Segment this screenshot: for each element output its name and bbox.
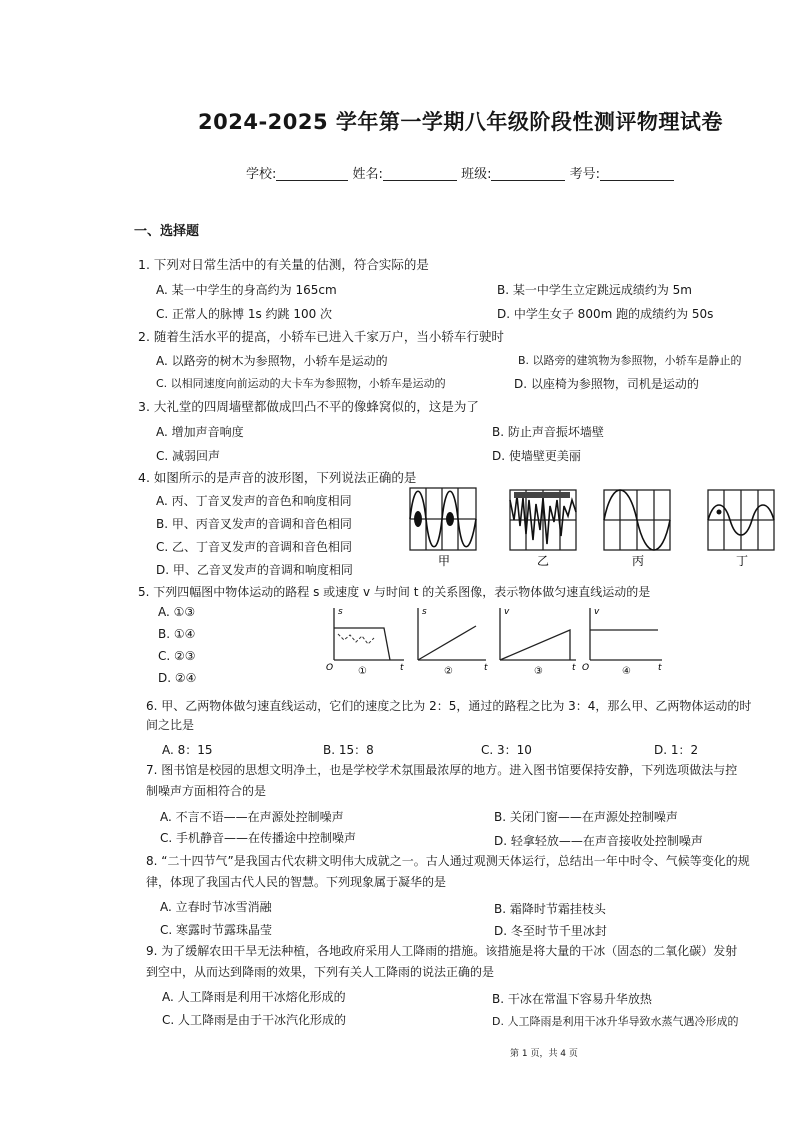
q9-option-d: D. 人工降雨是利用干冰升华导致水蒸气遇冷形成的 [492, 1015, 739, 1028]
info-line [246, 163, 674, 182]
graph-4-number: ④ [622, 666, 631, 677]
graph-2-number: ② [444, 666, 453, 677]
graph-3 [500, 607, 576, 677]
q3-option-c: C. 减弱回声 [156, 449, 221, 463]
q1-option-b: B. 某一中学生立定跳远成绩约为 5m [497, 283, 693, 297]
q1-stem: 1. 下列对日常生活中的有关量的估测，符合实际的是 [138, 257, 429, 272]
q6-option-d: D. 1：2 [654, 743, 699, 757]
number-blank[interactable] [600, 168, 674, 181]
q8-stem-line2: 律，体现了我国古代人民的智慧。下列现象属于凝华的是 [146, 875, 447, 889]
waveform-ding [708, 490, 774, 550]
q4-option-a: A. 丙、丁音叉发声的音色和响度相同 [156, 494, 352, 508]
q2-option-a: A. 以路旁的树木为参照物，小轿车是运动的 [156, 354, 388, 368]
graph-2 [418, 607, 488, 677]
q3-stem: 3. 大礼堂的四周墙壁都做成凹凸不平的像蜂窝似的，这是为了 [138, 399, 479, 414]
motion-graphs [324, 604, 668, 678]
school-blank[interactable] [276, 168, 348, 181]
q5-option-b: B. ①④ [158, 627, 196, 641]
q9-option-c: C. 人工降雨是由于干冰汽化形成的 [162, 1013, 347, 1027]
graph-2-y-label: s [422, 607, 427, 617]
waveform-label-bing: 丙 [632, 554, 645, 568]
graph-1-y-label: s [338, 607, 343, 617]
waveform-label-yi: 乙 [537, 554, 550, 568]
q8-option-b: B. 霜降时节霜挂枝头 [494, 902, 606, 916]
q7-option-d: D. 轻拿轻放——在声音接收处控制噪声 [494, 834, 703, 848]
waveform-figure [406, 486, 786, 568]
class-label: 班级: [461, 167, 492, 182]
q7-option-a: A. 不言不语——在声源处控制噪声 [160, 810, 344, 824]
q3-option-a: A. 增加声音响度 [156, 425, 244, 439]
waveform-label-jia: 甲 [438, 554, 451, 568]
waveform-bing [604, 490, 670, 550]
q2-option-c: C. 以相同速度向前运动的大卡车为参照物，小轿车是运动的 [156, 377, 446, 390]
q1-option-d: D. 中学生女子 800m 跑的成绩约为 50s [497, 307, 714, 321]
q9-option-b: B. 干冰在常温下容易升华放热 [492, 992, 652, 1006]
q7-option-c: C. 手机静音——在传播途中控制噪声 [160, 831, 357, 845]
class-blank[interactable] [491, 168, 565, 181]
q3-option-d: D. 使墙壁更美丽 [492, 449, 581, 463]
q4-option-d: D. 甲、乙音叉发声的音调和响度相同 [156, 563, 353, 577]
q5-option-d: D. ②④ [158, 671, 197, 685]
waveform-yi [510, 490, 576, 550]
graph-1-origin: O [326, 663, 334, 673]
graph-4-y-label: v [594, 607, 600, 617]
q9-stem-line2: 到空中，从而达到降雨的效果，下列有关人工降雨的说法正确的是 [146, 965, 495, 979]
page-footer: 第 1 页，共 4 页 [510, 1049, 578, 1059]
q7-option-b: B. 关闭门窗——在声源处控制噪声 [494, 810, 678, 824]
q5-option-a: A. ①③ [158, 605, 196, 619]
waveform-jia [410, 488, 476, 550]
name-label: 姓名: [352, 167, 383, 182]
number-label: 考号: [569, 167, 600, 182]
graph-1-number: ① [358, 666, 367, 677]
graph-3-y-label: v [504, 607, 510, 617]
graph-3-x-label: t [572, 663, 576, 673]
graph-4-x-label: t [658, 663, 662, 673]
q9-option-a: A. 人工降雨是利用干冰熔化形成的 [162, 990, 346, 1004]
q5-option-c: C. ②③ [158, 649, 196, 663]
q7-stem-line2: 制噪声方面相符合的是 [146, 784, 267, 798]
q1-option-a: A. 某一中学生的身高约为 165cm [156, 283, 337, 297]
q9-stem-line1: 9. 为了缓解农田干旱无法种植，各地政府采用人工降雨的措施。该措施是将大量的干冰（固态的二氧化碳）发射 [146, 944, 738, 958]
q4-stem: 4. 如图所示的是声音的波形图，下列说法正确的是 [138, 470, 417, 485]
q2-option-b: B. 以路旁的建筑物为参照物，小轿车是静止的 [518, 354, 742, 367]
q3-option-b: B. 防止声音振坏墙壁 [492, 425, 604, 439]
exam-title: 2024-2025 学年第一学期八年级阶段性测评物理试卷 [198, 110, 723, 134]
q6-option-a: A. 8：15 [162, 743, 213, 757]
q2-stem: 2. 随着生活水平的提高，小轿车已进入千家万户，当小轿车行驶时 [138, 329, 504, 344]
q8-stem-line1: 8. “二十四节气”是我国古代农耕文明伟大成就之一。古人通过观测天体运行，总结出一年中时令、气候等变化的规 [146, 854, 750, 868]
name-blank[interactable] [383, 168, 457, 181]
q8-option-d: D. 冬至时节千里冰封 [494, 924, 607, 938]
q5-stem: 5. 下列四幅图中物体运动的路程 s 或速度 v 与时间 t 的关系图像，表示物体做匀速直线运动的是 [138, 585, 651, 599]
q8-option-c: C. 寒露时节露珠晶莹 [160, 923, 273, 937]
school-label: 学校: [246, 167, 277, 182]
q6-option-b: B. 15：8 [323, 743, 374, 757]
graph-4-origin: O [582, 663, 590, 673]
q7-stem-line1: 7. 图书馆是校园的思想文明净土，也是学校学术氛围最浓厚的地方。进入图书馆要保持安静，下列选项做法与控 [146, 763, 738, 777]
q6-option-c: C. 3：10 [481, 743, 532, 757]
section-heading: 一、选择题 [134, 224, 200, 239]
q8-option-a: A. 立春时节冰雪消融 [160, 900, 272, 914]
waveform-label-ding: 丁 [736, 554, 749, 568]
q6-stem-line1: 6. 甲、乙两物体做匀速直线运动，它们的速度之比为 2：5，通过的路程之比为 3：4，那么甲、乙两物体运动的时 [146, 699, 752, 713]
graph-4 [582, 607, 662, 677]
graph-2-x-label: t [484, 663, 488, 673]
graph-1-x-label: t [400, 663, 404, 673]
graph-1 [326, 607, 404, 677]
q4-option-b: B. 甲、丙音叉发声的音调和音色相同 [156, 517, 352, 531]
q2-option-d: D. 以座椅为参照物，司机是运动的 [514, 377, 699, 391]
q4-option-c: C. 乙、丁音叉发声的音调和音色相同 [156, 540, 353, 554]
graph-3-number: ③ [534, 666, 543, 677]
q6-stem-line2: 间之比是 [146, 718, 195, 732]
q1-option-c: C. 正常人的脉博 1s 约跳 100 次 [156, 307, 333, 321]
